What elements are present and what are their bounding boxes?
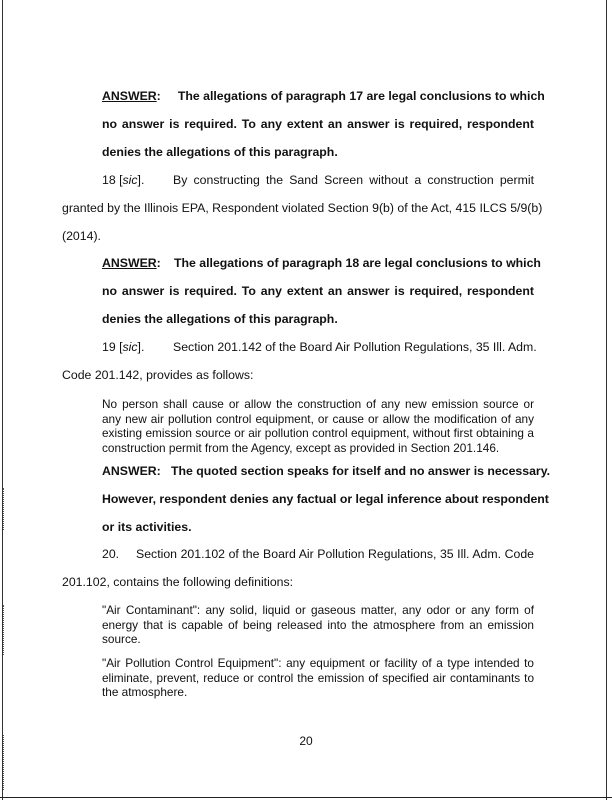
para-19-quote: No person shall cause or allow the construction of any new emission source or any new air pollution control equipment, or cause or allow the modification of any existing emission source or air pollution control equipment, without first obtaining a construction permit from the Agency, except as provided in Section 201.146.	[102, 397, 534, 455]
answer-18-line-2: no answer is required. To any extent an answer is required, respondent	[102, 284, 534, 298]
para-20-line-1: Section 201.102 of the Board Air Pollution Regulations, 35 Ill. Adm. Code	[136, 547, 534, 561]
para-18-line-1: By constructing the Sand Screen without a construction permit	[173, 173, 534, 187]
answer-19-line-3: or its activities.	[102, 520, 192, 534]
answer-17-line-3: denies the allegations of this paragraph.	[102, 145, 338, 159]
definition-air-pollution-control-equipment: "Air Pollution Control Equipment": any equipment or facility of a type intended to eliminate, prevent, reduce or control the emission of specified air contaminants to the atmosphere.	[102, 656, 534, 700]
answer-18-line-1: The allegations of paragraph 18 are legal conclusions to which	[174, 256, 541, 270]
margin-mark	[3, 605, 7, 655]
answer-19-line-1: The quoted section speaks for itself and no answer is necessary.	[171, 464, 551, 478]
answer-17-line-2: no answer is required. To any extent an answer is required, respondent	[102, 117, 534, 131]
para-19-line-1: Section 201.142 of the Board Air Pollution Regulations, 35 Ill. Adm.	[173, 340, 537, 354]
page-border-right	[606, 0, 607, 800]
page-border-left	[2, 0, 3, 800]
margin-mark	[3, 488, 7, 530]
para-20-line-2: 201.102, contains the following definitions:	[62, 575, 294, 589]
para-18-line-3: (2014).	[62, 229, 101, 243]
page-border-bottom	[0, 797, 612, 798]
answer-18-line-3: denies the allegations of this paragraph.	[102, 312, 338, 326]
para-20-number: 20.	[102, 547, 120, 561]
answer-17-line-1: ANSWER: The allegations of paragraph 17 are legal conclusions to which	[102, 89, 545, 103]
page-number: 20	[299, 734, 313, 748]
definition-air-contaminant: "Air Contaminant": any solid, liquid or gaseous matter, any odor or any form of energy that is capable of being released into the atmosphere from an emission source.	[102, 603, 534, 647]
para-18-line-2: granted by the Illinois EPA, Respondent violated Section 9(b) of the Act, 415 ILCS 5/9(b)	[62, 201, 543, 215]
answer-19-label: ANSWER:	[102, 464, 161, 478]
answer-18-label: ANSWER:	[102, 256, 161, 270]
para-19-line-2: Code 201.142, provides as follows:	[62, 368, 254, 382]
para-18-number: 18 [sic].	[102, 173, 145, 187]
answer-label: ANSWER	[102, 89, 157, 103]
para-19-number: 19 [sic].	[102, 340, 145, 354]
answer-19-line-2: However, respondent denies any factual or legal inference about respondent	[102, 492, 549, 506]
